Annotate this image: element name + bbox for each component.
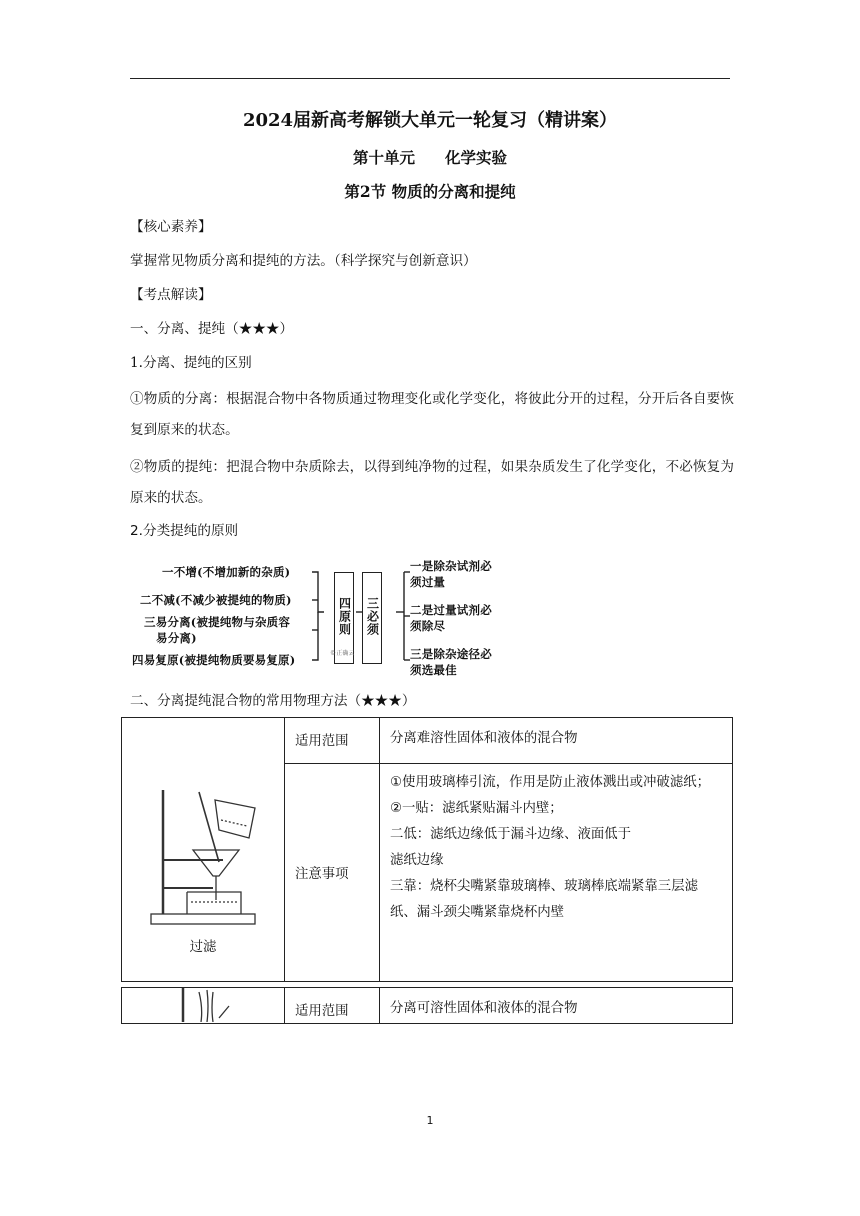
section1-1a: ①物质的分离：根据混合物中各物质通过物理变化或化学变化，将彼此分开的过程，分开后各自要恢复到原来的状态。: [130, 391, 734, 438]
must-1: 一是除杂试剂必: [410, 559, 492, 573]
note-4: 三靠：烧杯尖嘴紧靠玻璃棒、玻璃棒底端紧靠三层滤纸、漏斗颈尖嘴紧靠烧杯内壁: [390, 879, 698, 920]
rule-2: 二不减(不减少被提纯的物质): [140, 593, 292, 607]
scope-value-2: 分离可溶性固体和液体的混合物: [380, 988, 733, 1024]
must-3-cont: 须选最佳: [410, 663, 457, 677]
section2-title: 二、分离提纯混合物的常用物理方法（★★★）: [130, 693, 416, 709]
rule-4: 四易复原(被提纯物质要易复原): [132, 653, 296, 667]
notes-label: 注意事项: [285, 764, 380, 982]
scope-label: 适用范围: [285, 718, 380, 764]
filtration-apparatus-image: [143, 780, 263, 930]
core-heading: 【核心素养】: [130, 219, 212, 235]
rule-3: 三易分离(被提纯物与杂质容: [144, 615, 291, 629]
section1-title: 一、分离、提纯（★★★）: [130, 321, 294, 337]
watermark: ©正确云: [330, 650, 355, 657]
filtration-cell: [122, 718, 285, 982]
must-2-cont: 须除尽: [410, 619, 446, 633]
must-3: 三是除杂途径必: [410, 647, 492, 661]
four-principles-box: 四原则: [334, 572, 354, 664]
document-title: 2024届新高考解锁大单元一轮复习（精讲案）: [242, 110, 618, 131]
page-number: 1: [426, 1114, 434, 1127]
scope-value: 分离难溶性固体和液体的混合物: [380, 718, 733, 764]
section1-2: 2.分类提纯的原则: [130, 523, 239, 539]
section-title: 第2节 物质的分离和提纯: [344, 182, 516, 201]
evaporation-apparatus-image: [163, 988, 243, 1022]
core-text: 掌握常见物质分离和提纯的方法。（科学探究与创新意识）: [130, 253, 477, 269]
three-musts-box: 三必须: [362, 572, 382, 664]
header-rule: [130, 78, 730, 79]
note-1: ①使用玻璃棒引流，作用是防止液体溅出或冲破滤纸；: [390, 775, 710, 790]
section1-1: 1.分离、提纯的区别: [130, 355, 252, 371]
principles-diagram: [128, 556, 528, 676]
note-2: ②一贴：滤纸紧贴漏斗内壁；: [390, 801, 563, 816]
must-1-cont: 须过量: [410, 575, 446, 589]
unit-title: 第十单元 化学实验: [352, 148, 508, 167]
note-3-cont: 滤纸边缘: [390, 853, 444, 868]
methods-table: [121, 717, 733, 1024]
section1-1b: ②物质的提纯：把混合物中杂质除去，以得到纯净物的过程，如果杂质发生了化学变化，不必恢复为原来的状态。: [130, 459, 734, 506]
note-3: 二低：滤纸边缘低于漏斗边缘、液面低于: [390, 827, 632, 842]
method-name: 过滤: [189, 940, 217, 955]
scope-label-2: 适用范围: [285, 988, 380, 1024]
notes-value: [380, 764, 733, 982]
points-heading: 【考点解读】: [130, 287, 212, 303]
rule-1: 一不增(不增加新的杂质): [162, 565, 291, 579]
evaporation-cell: [122, 988, 285, 1024]
rule-3-cont: 易分离): [156, 631, 197, 645]
must-2: 二是过量试剂必: [410, 603, 492, 617]
